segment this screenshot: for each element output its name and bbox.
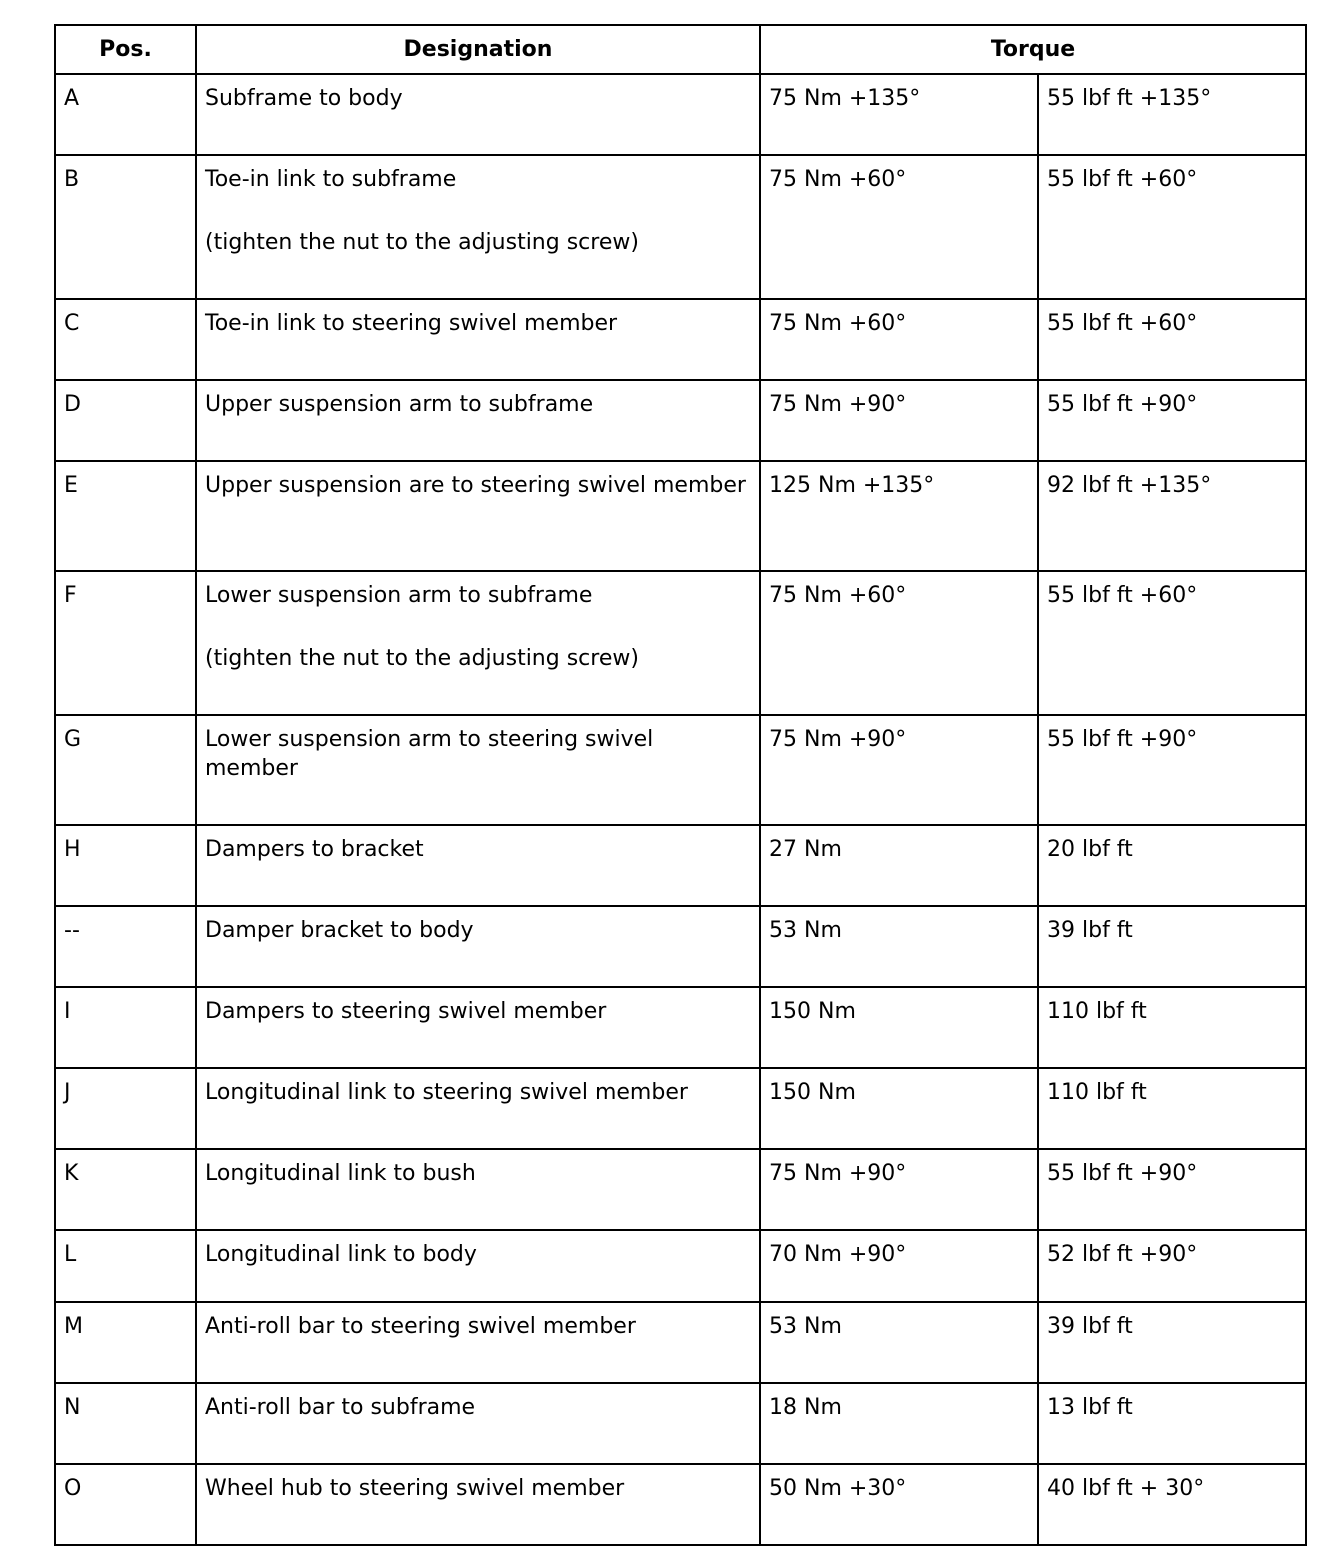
designation-cell	[196, 1230, 760, 1302]
pos-cell: C	[55, 299, 196, 380]
table-row	[55, 461, 1306, 571]
pos-cell: B	[55, 155, 196, 299]
torque-metric-cell: 75 Nm +60°	[760, 571, 1038, 715]
torque-imperial-cell: 55 lbf ft +90°	[1038, 715, 1306, 825]
pos-cell: F	[55, 571, 196, 715]
torque-metric-cell: 75 Nm +90°	[760, 1149, 1038, 1230]
torque-imperial-cell: 55 lbf ft +60°	[1038, 299, 1306, 380]
torque-metric-cell: 75 Nm +60°	[760, 299, 1038, 380]
torque-metric-cell: 53 Nm	[760, 1302, 1038, 1383]
designation-cell	[196, 987, 760, 1068]
designation-text: Wheel hub to steering swivel member	[205, 1476, 625, 1501]
torque-imperial-cell: 55 lbf ft +90°	[1038, 1149, 1306, 1230]
header-pos: Pos.	[55, 25, 196, 74]
designation-text: Lower suspension arm to steering swivel member	[205, 727, 654, 781]
table-row	[55, 1068, 1306, 1149]
torque-metric-cell: 75 Nm +135°	[760, 74, 1038, 155]
table-row	[55, 987, 1306, 1068]
table-row	[55, 155, 1306, 299]
designation-cell	[196, 906, 760, 987]
pos-cell: E	[55, 461, 196, 571]
torque-metric-cell: 150 Nm	[760, 1068, 1038, 1149]
header-designation: Designation	[196, 25, 760, 74]
torque-metric-cell: 75 Nm +60°	[760, 155, 1038, 299]
torque-imperial-cell: 55 lbf ft +90°	[1038, 380, 1306, 461]
torque-metric-cell: 150 Nm	[760, 987, 1038, 1068]
designation-cell	[196, 299, 760, 380]
table-row	[55, 571, 1306, 715]
designation-note: (tighten the nut to the adjusting screw)	[205, 646, 639, 671]
torque-imperial-cell: 110 lbf ft	[1038, 987, 1306, 1068]
torque-metric-cell: 75 Nm +90°	[760, 715, 1038, 825]
torque-metric-cell: 18 Nm	[760, 1383, 1038, 1464]
torque-imperial-cell: 55 lbf ft +60°	[1038, 155, 1306, 299]
torque-table	[54, 24, 1307, 1546]
designation-text: Longitudinal link to bush	[205, 1161, 476, 1186]
header-torque: Torque	[760, 25, 1306, 74]
torque-imperial-cell: 55 lbf ft +60°	[1038, 571, 1306, 715]
designation-cell	[196, 571, 760, 715]
pos-cell: --	[55, 906, 196, 987]
torque-metric-cell: 50 Nm +30°	[760, 1464, 1038, 1545]
torque-imperial-cell: 55 lbf ft +135°	[1038, 74, 1306, 155]
torque-metric-cell: 27 Nm	[760, 825, 1038, 906]
table-row	[55, 715, 1306, 825]
designation-text: Anti-roll bar to subframe	[205, 1395, 476, 1420]
designation-cell	[196, 715, 760, 825]
pos-cell: K	[55, 1149, 196, 1230]
table-row	[55, 1464, 1306, 1545]
designation-text: Toe-in link to steering swivel member	[205, 311, 618, 336]
torque-metric-cell: 125 Nm +135°	[760, 461, 1038, 571]
pos-cell: N	[55, 1383, 196, 1464]
designation-cell	[196, 825, 760, 906]
table-row	[55, 74, 1306, 155]
pos-cell: L	[55, 1230, 196, 1302]
torque-metric-cell: 75 Nm +90°	[760, 380, 1038, 461]
pos-cell: G	[55, 715, 196, 825]
designation-text: Longitudinal link to body	[205, 1242, 477, 1267]
designation-cell	[196, 1068, 760, 1149]
designation-text: Upper suspension are to steering swivel member	[205, 473, 746, 498]
designation-cell	[196, 1383, 760, 1464]
designation-cell	[196, 461, 760, 571]
torque-imperial-cell: 40 lbf ft + 30°	[1038, 1464, 1306, 1545]
pos-cell: D	[55, 380, 196, 461]
table-row	[55, 1302, 1306, 1383]
designation-text: Dampers to steering swivel member	[205, 999, 607, 1024]
torque-imperial-cell: 13 lbf ft	[1038, 1383, 1306, 1464]
designation-cell	[196, 155, 760, 299]
designation-text: Subframe to body	[205, 86, 403, 111]
torque-imperial-cell: 110 lbf ft	[1038, 1068, 1306, 1149]
designation-cell	[196, 1302, 760, 1383]
designation-text: Upper suspension arm to subframe	[205, 392, 594, 417]
torque-imperial-cell: 20 lbf ft	[1038, 825, 1306, 906]
table-row	[55, 1230, 1306, 1302]
header-row	[55, 25, 1306, 74]
table-row	[55, 299, 1306, 380]
table-row	[55, 906, 1306, 987]
pos-cell: H	[55, 825, 196, 906]
designation-text: Dampers to bracket	[205, 837, 424, 862]
designation-cell	[196, 74, 760, 155]
torque-imperial-cell: 39 lbf ft	[1038, 1302, 1306, 1383]
designation-text: Anti-roll bar to steering swivel member	[205, 1314, 636, 1339]
table-row	[55, 380, 1306, 461]
designation-text: Longitudinal link to steering swivel member	[205, 1080, 688, 1105]
designation-text: Toe-in link to subframe	[205, 167, 457, 192]
designation-cell	[196, 380, 760, 461]
torque-imperial-cell: 39 lbf ft	[1038, 906, 1306, 987]
pos-cell: I	[55, 987, 196, 1068]
designation-text: Damper bracket to body	[205, 918, 474, 943]
torque-imperial-cell: 92 lbf ft +135°	[1038, 461, 1306, 571]
table-row	[55, 1383, 1306, 1464]
designation-note: (tighten the nut to the adjusting screw)	[205, 230, 639, 255]
pos-cell: A	[55, 74, 196, 155]
torque-metric-cell: 53 Nm	[760, 906, 1038, 987]
designation-text: Lower suspension arm to subframe	[205, 583, 593, 608]
table-row	[55, 825, 1306, 906]
table-row	[55, 1149, 1306, 1230]
pos-cell: M	[55, 1302, 196, 1383]
designation-cell	[196, 1149, 760, 1230]
pos-cell: O	[55, 1464, 196, 1545]
pos-cell: J	[55, 1068, 196, 1149]
designation-cell	[196, 1464, 760, 1545]
torque-metric-cell: 70 Nm +90°	[760, 1230, 1038, 1302]
torque-imperial-cell: 52 lbf ft +90°	[1038, 1230, 1306, 1302]
